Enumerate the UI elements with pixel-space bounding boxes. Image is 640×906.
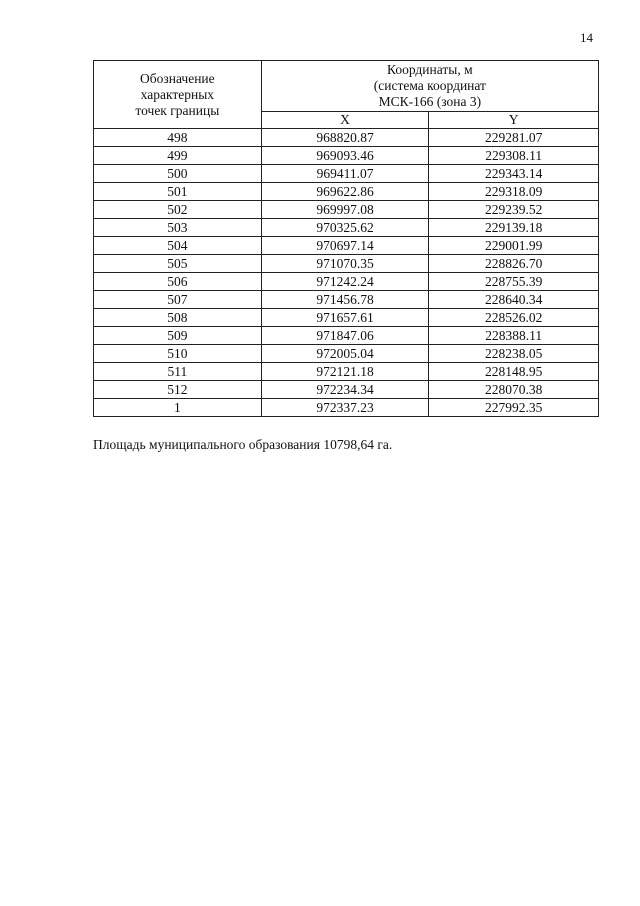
y-coordinate-cell: 229001.99 bbox=[429, 237, 599, 255]
page-number: 14 bbox=[580, 30, 593, 45]
y-coordinate-cell: 229318.09 bbox=[429, 183, 599, 201]
y-coordinate-cell: 228640.34 bbox=[429, 291, 599, 309]
y-coordinate-cell: 228826.70 bbox=[429, 255, 599, 273]
coordinates-header: Координаты, м (система координат МСК-166 (зона 3) bbox=[261, 61, 598, 112]
table-row bbox=[94, 129, 599, 147]
y-coordinate-cell: 229308.11 bbox=[429, 147, 599, 165]
table-row bbox=[94, 255, 599, 273]
y-coordinate-cell: 228388.11 bbox=[429, 327, 599, 345]
x-coordinate-cell: 969622.86 bbox=[261, 183, 429, 201]
table-row bbox=[94, 147, 599, 165]
y-column-header: Y bbox=[429, 112, 599, 129]
table-row bbox=[94, 363, 599, 381]
x-coordinate-cell: 968820.87 bbox=[261, 129, 429, 147]
coordinates-table bbox=[93, 60, 599, 417]
x-coordinate-cell: 972337.23 bbox=[261, 399, 429, 417]
table-row bbox=[94, 219, 599, 237]
point-number-cell: 506 bbox=[94, 273, 262, 291]
point-number-cell: 500 bbox=[94, 165, 262, 183]
table-row bbox=[94, 273, 599, 291]
point-number-cell: 505 bbox=[94, 255, 262, 273]
x-coordinate-cell: 970697.14 bbox=[261, 237, 429, 255]
x-coordinate-cell: 971242.24 bbox=[261, 273, 429, 291]
y-coordinate-cell: 228148.95 bbox=[429, 363, 599, 381]
point-number-cell: 510 bbox=[94, 345, 262, 363]
point-number-cell: 511 bbox=[94, 363, 262, 381]
point-number-cell: 503 bbox=[94, 219, 262, 237]
point-number-cell: 499 bbox=[94, 147, 262, 165]
y-coordinate-cell: 228238.05 bbox=[429, 345, 599, 363]
x-coordinate-cell: 969411.07 bbox=[261, 165, 429, 183]
y-coordinate-cell: 228526.02 bbox=[429, 309, 599, 327]
point-number-cell: 507 bbox=[94, 291, 262, 309]
point-number-cell: 1 bbox=[94, 399, 262, 417]
table-row bbox=[94, 399, 599, 417]
table-row bbox=[94, 237, 599, 255]
x-coordinate-cell: 971070.35 bbox=[261, 255, 429, 273]
table-row bbox=[94, 183, 599, 201]
x-coordinate-cell: 972121.18 bbox=[261, 363, 429, 381]
point-designation-header: Обозначение характерных точек границы bbox=[94, 61, 262, 129]
x-coordinate-cell: 971456.78 bbox=[261, 291, 429, 309]
x-column-header: X bbox=[261, 112, 429, 129]
table-body bbox=[94, 129, 599, 417]
table-row bbox=[94, 165, 599, 183]
y-coordinate-cell: 229239.52 bbox=[429, 201, 599, 219]
x-coordinate-cell: 969093.46 bbox=[261, 147, 429, 165]
x-coordinate-cell: 970325.62 bbox=[261, 219, 429, 237]
table-row bbox=[94, 381, 599, 399]
table-row bbox=[94, 327, 599, 345]
y-coordinate-cell: 228070.38 bbox=[429, 381, 599, 399]
y-coordinate-cell: 229139.18 bbox=[429, 219, 599, 237]
municipality-area-text: Площадь муниципального образования 10798,64 га. bbox=[93, 437, 393, 452]
table-row bbox=[94, 201, 599, 219]
table-row bbox=[94, 345, 599, 363]
table-row bbox=[94, 291, 599, 309]
point-number-cell: 512 bbox=[94, 381, 262, 399]
point-number-cell: 502 bbox=[94, 201, 262, 219]
table-row bbox=[94, 309, 599, 327]
x-coordinate-cell: 971657.61 bbox=[261, 309, 429, 327]
y-coordinate-cell: 229281.07 bbox=[429, 129, 599, 147]
point-number-cell: 508 bbox=[94, 309, 262, 327]
x-coordinate-cell: 972005.04 bbox=[261, 345, 429, 363]
point-number-cell: 509 bbox=[94, 327, 262, 345]
x-coordinate-cell: 971847.06 bbox=[261, 327, 429, 345]
x-coordinate-cell: 969997.08 bbox=[261, 201, 429, 219]
point-number-cell: 504 bbox=[94, 237, 262, 255]
y-coordinate-cell: 228755.39 bbox=[429, 273, 599, 291]
y-coordinate-cell: 227992.35 bbox=[429, 399, 599, 417]
x-coordinate-cell: 972234.34 bbox=[261, 381, 429, 399]
point-number-cell: 498 bbox=[94, 129, 262, 147]
y-coordinate-cell: 229343.14 bbox=[429, 165, 599, 183]
point-number-cell: 501 bbox=[94, 183, 262, 201]
